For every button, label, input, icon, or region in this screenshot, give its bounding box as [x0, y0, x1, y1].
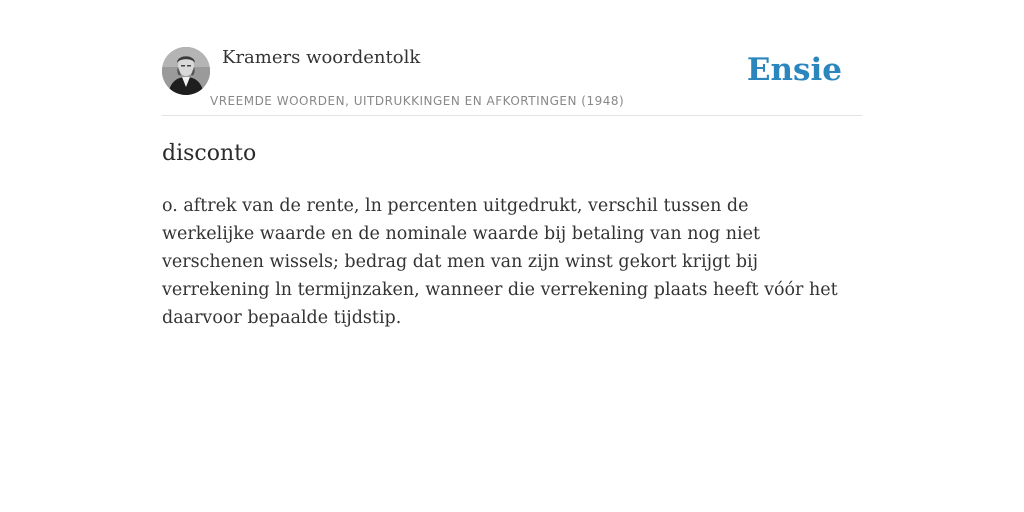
dictionary-title[interactable]: Kramers woordentolk	[222, 47, 421, 68]
entry-definition: o. aftrek van de rente, ln percenten uitgedrukt, verschil tussen de werkelijke waarde en de nominale waarde bij betaling van nog niet verschenen wissels; bedrag dat men van zijn winst gekort krijgt bij verrekening ln termijnzaken, wanneer die verrekening plaats heeft vóór het daarvoor bepaalde tijdstip.	[162, 196, 838, 328]
dictionary-header	[162, 46, 862, 116]
dictionary-entry	[162, 138, 862, 332]
entry-headword: disconto	[162, 141, 257, 166]
portrait-icon	[162, 47, 210, 95]
dictionary-subtitle: VREEMDE WOORDEN, UITDRUKKINGEN EN AFKORTINGEN (1948)	[210, 94, 625, 108]
ensie-logo-link[interactable]: Ensie	[746, 52, 842, 88]
author-portrait-avatar[interactable]	[162, 47, 210, 95]
